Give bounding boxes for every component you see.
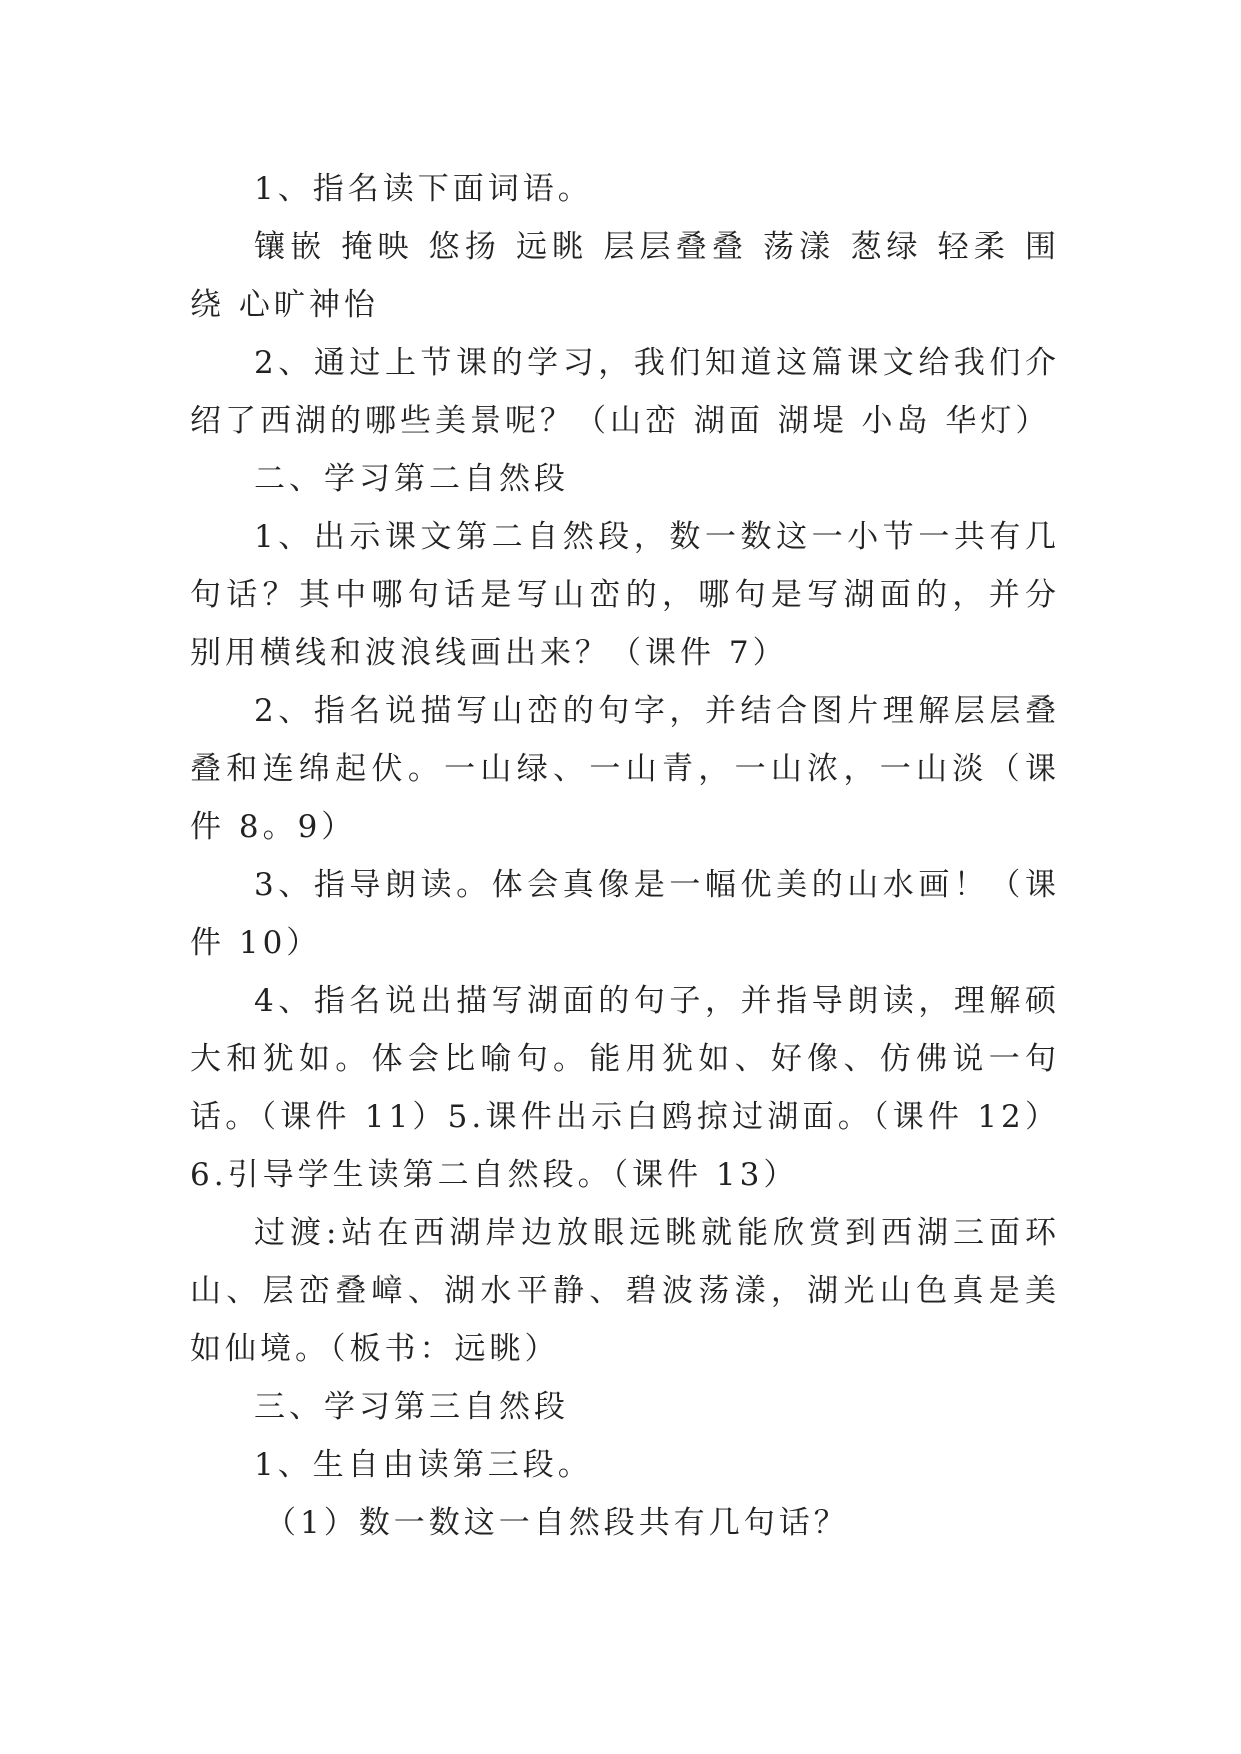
paragraph-free-reading: 1、生自由读第三段。 — [254, 1447, 593, 1483]
paragraph-step-1: 1、出示课文第二自然段，数一数这一小节一共有几句话？其中哪句话是写山峦的，哪句是写湖面的，并分别用横线和波浪线画出来？（课件 7） — [190, 519, 1060, 671]
section-heading-3: 三、学习第三自然段 — [254, 1389, 569, 1425]
paragraph-word-list: 镶嵌 掩映 悠扬 远眺 层层叠叠 荡漾 葱绿 轻柔 围绕 心旷神怡 — [190, 229, 1060, 323]
document-body — [190, 160, 1060, 1552]
paragraph-transition: 过渡:站在西湖岸边放眼远眺就能欣赏到西湖三面环山、层峦叠嶂、湖水平静、碧波荡漾，湖光山色真是美如仙境。（板书：远眺） — [190, 1215, 1060, 1367]
paragraph-review-question: 2、通过上节课的学习，我们知道这篇课文给我们介绍了西湖的哪些美景呢？（山峦 湖面 湖堤 小岛 华灯） — [190, 345, 1060, 439]
paragraph-step-2: 2、指名说描写山峦的句字，并结合图片理解层层叠叠和连绵起伏。一山绿、一山青，一山浓，一山淡（课件 8。9） — [190, 693, 1060, 845]
paragraph-sub-question: （1）数一数这一自然段共有几句话？ — [265, 1505, 849, 1541]
paragraph-reading-task: 1、指名读下面词语。 — [254, 171, 593, 207]
paragraph-step-4: 4、指名说出描写湖面的句子，并指导朗读，理解硕大和犹如。体会比喻句。能用犹如、好像、仿佛说一句话。（课件 11）5.课件出示白鸥掠过湖面。（课件 12）6.引导学生读第二自然段。（课件 13） — [190, 983, 1060, 1193]
section-heading-2: 二、学习第二自然段 — [254, 461, 569, 497]
paragraph-step-3: 3、指导朗读。体会真像是一幅优美的山水画！（课件 10） — [190, 867, 1060, 961]
